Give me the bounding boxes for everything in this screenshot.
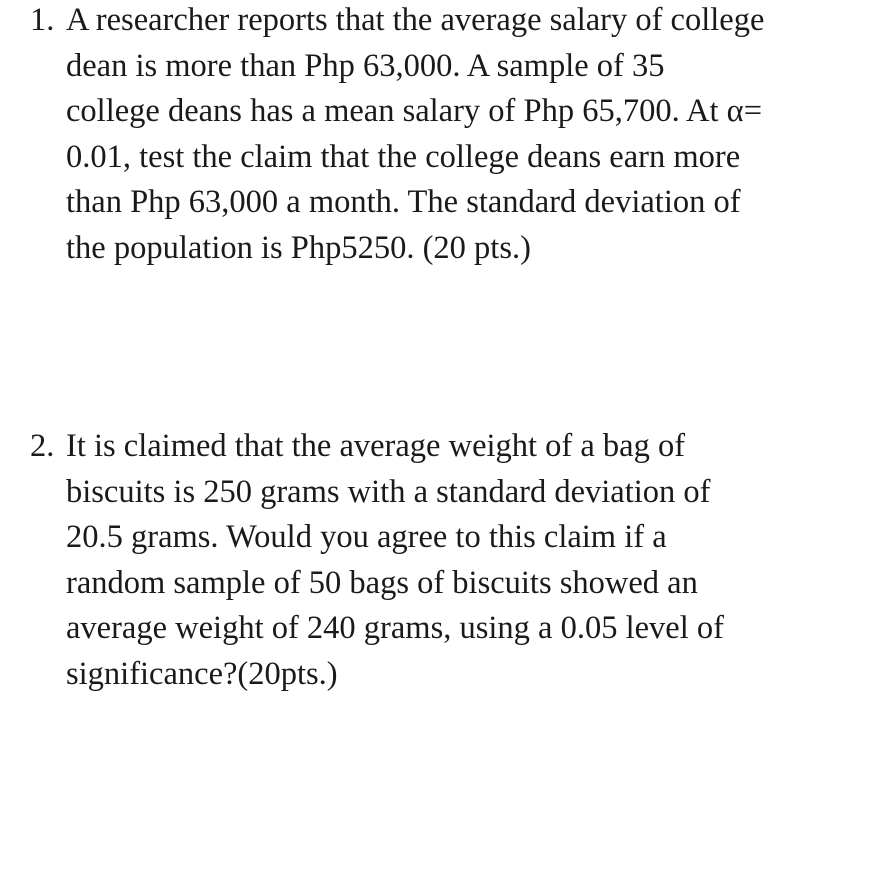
problem-2-line-6: significance?(20pts.) — [66, 655, 338, 692]
problem-1-line-5: than Php 63,000 a month. The standard deviation of — [66, 184, 741, 220]
problem-1-line-6: the population is Php5250. (20 pts.) — [66, 229, 531, 266]
problem-1-number: 1. — [30, 2, 55, 38]
problem-2-line-5: average weight of 240 grams, using a 0.05 level of — [66, 610, 724, 646]
problem-2-line-4: random sample of 50 bags of biscuits showed an — [66, 564, 698, 601]
problem-1-line-1: 1. A researcher reports that the average salary of college — [30, 0, 890, 44]
problem-2-line-3: 20.5 grams. Would you agree to this claim if a — [66, 519, 667, 555]
problem-2-line-1: 2. It is claimed that the average weight of a bag of — [30, 424, 890, 470]
problem-1-line-2: dean is more than Php 63,000. A sample of 35 — [66, 47, 665, 84]
problem-1-line-4: 0.01, test the claim that the college deans earn more — [66, 138, 741, 175]
problem-1 — [30, 0, 890, 271]
problem-2-line-2: biscuits is 250 grams with a standard deviation of — [66, 473, 711, 510]
problem-2 — [30, 424, 890, 697]
problem-2-number: 2. — [30, 428, 55, 464]
problem-1-line-3: college deans has a mean salary of Php 65,700. At α= — [66, 93, 763, 129]
